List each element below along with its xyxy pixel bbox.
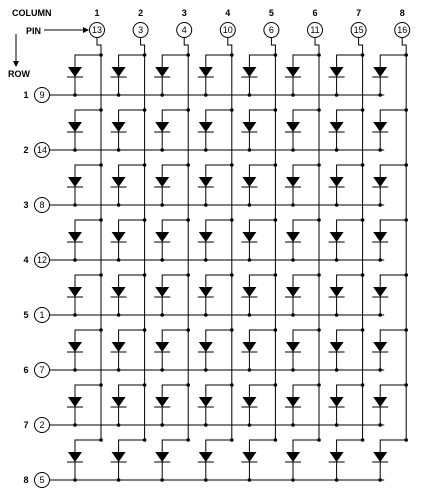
led-symbol bbox=[199, 67, 213, 77]
led-symbol bbox=[68, 342, 82, 352]
column-number: 6 bbox=[312, 8, 318, 18]
led-symbol bbox=[199, 122, 213, 132]
row-pin-number: 12 bbox=[36, 255, 48, 265]
led-anode-lead bbox=[337, 440, 363, 452]
row-junction-dot bbox=[117, 93, 121, 97]
column-pin-number: 11 bbox=[310, 25, 320, 35]
row-number: 6 bbox=[23, 365, 29, 375]
row-junction-dot bbox=[291, 203, 295, 207]
row-junction-dot bbox=[117, 478, 121, 482]
led-symbol bbox=[199, 232, 213, 242]
led-symbol bbox=[286, 287, 300, 297]
led-symbol bbox=[155, 232, 169, 242]
row-junction-dot bbox=[248, 203, 252, 207]
led-anode-lead bbox=[75, 165, 101, 177]
led-symbol bbox=[68, 122, 82, 132]
led-anode-lead bbox=[380, 220, 406, 232]
led-symbol bbox=[373, 287, 387, 297]
led-anode-lead bbox=[206, 55, 232, 67]
led-symbol bbox=[242, 397, 256, 407]
column-pin-number: 16 bbox=[397, 25, 408, 35]
led-symbol bbox=[373, 452, 387, 462]
column-bus-wire bbox=[402, 38, 406, 441]
led-symbol bbox=[112, 397, 126, 407]
row-number: 4 bbox=[23, 255, 29, 265]
column-number: 5 bbox=[268, 8, 274, 18]
led-anode-lead bbox=[337, 165, 363, 177]
column-header-label: COLUMN bbox=[12, 8, 52, 18]
row-junction-dot bbox=[248, 258, 252, 262]
row-pin-number: 5 bbox=[39, 475, 45, 485]
led-symbol bbox=[199, 342, 213, 352]
row-pin-number: 9 bbox=[39, 90, 45, 100]
led-anode-lead bbox=[337, 220, 363, 232]
led-anode-lead bbox=[206, 440, 232, 452]
led-anode-lead bbox=[249, 165, 275, 177]
led-symbol bbox=[286, 67, 300, 77]
pins-layer bbox=[23, 8, 409, 488]
led-symbol bbox=[68, 287, 82, 297]
led-anode-lead bbox=[119, 330, 145, 342]
pin-header-label: PIN bbox=[26, 26, 42, 36]
led-anode-lead bbox=[119, 440, 145, 452]
led-anode-lead bbox=[119, 110, 145, 122]
led-symbol bbox=[112, 122, 126, 132]
row-arrow-head bbox=[13, 61, 19, 67]
column-number: 8 bbox=[399, 8, 405, 18]
row-junction-dot bbox=[204, 423, 208, 427]
row-number: 7 bbox=[23, 420, 29, 430]
row-junction-dot bbox=[335, 313, 339, 317]
led-anode-lead bbox=[162, 220, 188, 232]
led-symbol bbox=[155, 122, 169, 132]
led-anode-lead bbox=[293, 440, 319, 452]
column-bus-wire bbox=[228, 38, 232, 441]
led-symbol bbox=[373, 122, 387, 132]
row-number: 8 bbox=[23, 475, 29, 485]
row-junction-dot bbox=[248, 478, 252, 482]
row-number: 5 bbox=[23, 310, 29, 320]
row-junction-dot bbox=[248, 313, 252, 317]
led-anode-lead bbox=[380, 385, 406, 397]
led-symbol bbox=[199, 177, 213, 187]
led-symbol bbox=[68, 177, 82, 187]
led-symbol bbox=[330, 67, 344, 77]
row-pin-number: 1 bbox=[39, 310, 45, 320]
row-junction-dot bbox=[117, 258, 121, 262]
led-symbol bbox=[373, 67, 387, 77]
column-bus-wire bbox=[141, 38, 145, 441]
row-junction-dot bbox=[378, 93, 382, 97]
row-junction-dot bbox=[73, 423, 77, 427]
led-anode-lead bbox=[337, 55, 363, 67]
column-number: 7 bbox=[356, 8, 362, 18]
row-junction-dot bbox=[335, 423, 339, 427]
led-symbol bbox=[112, 67, 126, 77]
row-junction-dot bbox=[378, 423, 382, 427]
led-symbol bbox=[373, 397, 387, 407]
column-pin-number: 10 bbox=[222, 25, 233, 35]
led-anode-lead bbox=[119, 55, 145, 67]
row-junction-dot bbox=[248, 423, 252, 427]
led-anode-lead bbox=[119, 220, 145, 232]
led-anode-lead bbox=[380, 110, 406, 122]
row-junction-dot bbox=[204, 313, 208, 317]
column-bus-wire bbox=[315, 38, 319, 441]
led-symbol bbox=[242, 342, 256, 352]
row-junction-dot bbox=[291, 93, 295, 97]
row-junction-dot bbox=[117, 203, 121, 207]
led-symbol bbox=[330, 232, 344, 242]
row-number: 2 bbox=[23, 145, 29, 155]
led-anode-lead bbox=[293, 110, 319, 122]
row-junction-dot bbox=[73, 313, 77, 317]
row-junction-dot bbox=[291, 148, 295, 152]
row-junction-dot bbox=[248, 368, 252, 372]
led-symbol bbox=[155, 397, 169, 407]
led-anode-lead bbox=[380, 440, 406, 452]
led-symbol bbox=[199, 287, 213, 297]
led-anode-lead bbox=[337, 385, 363, 397]
led-anode-lead bbox=[206, 330, 232, 342]
led-symbol bbox=[330, 452, 344, 462]
led-anode-lead bbox=[162, 110, 188, 122]
row-junction-dot bbox=[160, 258, 164, 262]
led-anode-lead bbox=[293, 55, 319, 67]
row-pin-number: 8 bbox=[39, 200, 45, 210]
row-junction-dot bbox=[378, 368, 382, 372]
led-symbol bbox=[330, 397, 344, 407]
led-symbol bbox=[242, 232, 256, 242]
column-pin-number: 15 bbox=[353, 25, 364, 35]
row-junction-dot bbox=[117, 313, 121, 317]
column-number: 3 bbox=[181, 8, 187, 18]
led-anode-lead bbox=[206, 220, 232, 232]
led-symbol bbox=[112, 177, 126, 187]
led-symbol bbox=[330, 122, 344, 132]
row-junction-dot bbox=[335, 478, 339, 482]
led-anode-lead bbox=[206, 165, 232, 177]
row-junction-dot bbox=[378, 203, 382, 207]
row-junction-dot bbox=[73, 368, 77, 372]
led-anode-lead bbox=[162, 385, 188, 397]
led-anode-lead bbox=[75, 110, 101, 122]
row-junction-dot bbox=[204, 93, 208, 97]
led-anode-lead bbox=[119, 385, 145, 397]
led-anode-lead bbox=[293, 165, 319, 177]
led-symbol bbox=[242, 177, 256, 187]
column-bus-wire bbox=[97, 38, 101, 441]
row-junction-dot bbox=[160, 313, 164, 317]
row-junction-dot bbox=[160, 148, 164, 152]
led-symbol bbox=[373, 232, 387, 242]
row-junction-dot bbox=[204, 258, 208, 262]
led-anode-lead bbox=[337, 110, 363, 122]
led-symbol bbox=[330, 342, 344, 352]
led-symbol bbox=[68, 67, 82, 77]
row-junction-dot bbox=[248, 93, 252, 97]
row-junction-dot bbox=[117, 148, 121, 152]
led-symbol bbox=[242, 122, 256, 132]
column-bus-wire bbox=[359, 38, 363, 441]
row-pin-number: 7 bbox=[39, 365, 45, 375]
led-symbol bbox=[155, 67, 169, 77]
led-anode-lead bbox=[119, 165, 145, 177]
led-symbol bbox=[112, 452, 126, 462]
led-symbol bbox=[68, 452, 82, 462]
led-anode-lead bbox=[380, 275, 406, 287]
led-anode-lead bbox=[380, 165, 406, 177]
led-symbol bbox=[155, 342, 169, 352]
led-anode-lead bbox=[75, 220, 101, 232]
led-anode-lead bbox=[249, 440, 275, 452]
led-anode-lead bbox=[337, 330, 363, 342]
column-bus-wire bbox=[271, 38, 275, 441]
led-symbol bbox=[286, 177, 300, 187]
led-symbol bbox=[286, 342, 300, 352]
row-junction-dot bbox=[335, 203, 339, 207]
led-anode-lead bbox=[206, 110, 232, 122]
wires-layer bbox=[50, 38, 409, 482]
led-symbol bbox=[112, 342, 126, 352]
column-pin-number: 6 bbox=[268, 25, 274, 35]
led-anode-lead bbox=[206, 275, 232, 287]
led-symbol bbox=[373, 177, 387, 187]
led-symbol bbox=[242, 287, 256, 297]
led-symbol bbox=[286, 452, 300, 462]
row-junction-dot bbox=[291, 368, 295, 372]
leds-layer bbox=[67, 67, 388, 462]
row-junction-dot bbox=[335, 93, 339, 97]
row-junction-dot bbox=[204, 148, 208, 152]
row-junction-dot bbox=[248, 148, 252, 152]
row-junction-dot bbox=[160, 368, 164, 372]
led-symbol bbox=[68, 232, 82, 242]
row-junction-dot bbox=[117, 423, 121, 427]
led-anode-lead bbox=[249, 330, 275, 342]
led-symbol bbox=[286, 397, 300, 407]
led-symbol bbox=[199, 397, 213, 407]
led-anode-lead bbox=[293, 275, 319, 287]
led-symbol bbox=[112, 287, 126, 297]
led-anode-lead bbox=[75, 385, 101, 397]
led-anode-lead bbox=[162, 440, 188, 452]
row-junction-dot bbox=[160, 478, 164, 482]
led-anode-lead bbox=[162, 330, 188, 342]
led-anode-lead bbox=[206, 385, 232, 397]
led-anode-lead bbox=[293, 385, 319, 397]
led-anode-lead bbox=[380, 330, 406, 342]
led-symbol bbox=[68, 397, 82, 407]
led-symbol bbox=[155, 177, 169, 187]
pin-arrow-head bbox=[83, 27, 89, 33]
led-symbol bbox=[286, 122, 300, 132]
column-number: 1 bbox=[94, 8, 100, 18]
row-number: 1 bbox=[23, 90, 29, 100]
led-anode-lead bbox=[75, 275, 101, 287]
row-junction-dot bbox=[378, 478, 382, 482]
led-symbol bbox=[242, 452, 256, 462]
led-anode-lead bbox=[249, 220, 275, 232]
led-symbol bbox=[286, 232, 300, 242]
led-anode-lead bbox=[249, 385, 275, 397]
row-junction-dot bbox=[73, 478, 77, 482]
row-junction-dot bbox=[291, 313, 295, 317]
led-anode-lead bbox=[337, 275, 363, 287]
led-anode-lead bbox=[119, 275, 145, 287]
led-anode-lead bbox=[162, 275, 188, 287]
column-number: 4 bbox=[225, 8, 231, 18]
led-anode-lead bbox=[380, 55, 406, 67]
led-symbol bbox=[112, 232, 126, 242]
led-symbol bbox=[242, 67, 256, 77]
row-junction-dot bbox=[335, 258, 339, 262]
row-junction-dot bbox=[160, 423, 164, 427]
column-number: 2 bbox=[138, 8, 144, 18]
led-symbol bbox=[373, 342, 387, 352]
row-junction-dot bbox=[291, 258, 295, 262]
row-junction-dot bbox=[291, 478, 295, 482]
row-junction-dot bbox=[160, 203, 164, 207]
led-symbol bbox=[155, 452, 169, 462]
led-anode-lead bbox=[75, 330, 101, 342]
row-junction-dot bbox=[335, 368, 339, 372]
led-anode-lead bbox=[249, 110, 275, 122]
row-junction-dot bbox=[73, 148, 77, 152]
row-junction-dot bbox=[378, 148, 382, 152]
led-anode-lead bbox=[162, 165, 188, 177]
led-anode-lead bbox=[75, 55, 101, 67]
led-symbol bbox=[155, 287, 169, 297]
column-bus-wire bbox=[184, 38, 188, 441]
row-junction-dot bbox=[378, 313, 382, 317]
row-pin-number: 2 bbox=[39, 420, 45, 430]
led-anode-lead bbox=[75, 440, 101, 452]
row-junction-dot bbox=[204, 203, 208, 207]
row-junction-dot bbox=[160, 93, 164, 97]
row-junction-dot bbox=[291, 423, 295, 427]
led-symbol bbox=[330, 177, 344, 187]
row-pin-number: 14 bbox=[36, 145, 48, 155]
column-pin-number: 13 bbox=[91, 25, 103, 35]
row-junction-dot bbox=[117, 368, 121, 372]
row-junction-dot bbox=[204, 478, 208, 482]
row-header-label: ROW bbox=[8, 69, 30, 79]
row-junction-dot bbox=[73, 203, 77, 207]
led-anode-lead bbox=[293, 330, 319, 342]
led-symbol bbox=[199, 452, 213, 462]
row-number: 3 bbox=[23, 200, 29, 210]
led-anode-lead bbox=[249, 275, 275, 287]
row-junction-dot bbox=[73, 258, 77, 262]
led-anode-lead bbox=[293, 220, 319, 232]
column-pin-number: 4 bbox=[181, 25, 187, 35]
led-anode-lead bbox=[249, 55, 275, 67]
row-junction-dot bbox=[378, 258, 382, 262]
row-junction-dot bbox=[204, 368, 208, 372]
column-pin-number: 3 bbox=[138, 25, 144, 35]
led-anode-lead bbox=[162, 55, 188, 67]
row-junction-dot bbox=[335, 148, 339, 152]
led-symbol bbox=[330, 287, 344, 297]
row-junction-dot bbox=[73, 93, 77, 97]
